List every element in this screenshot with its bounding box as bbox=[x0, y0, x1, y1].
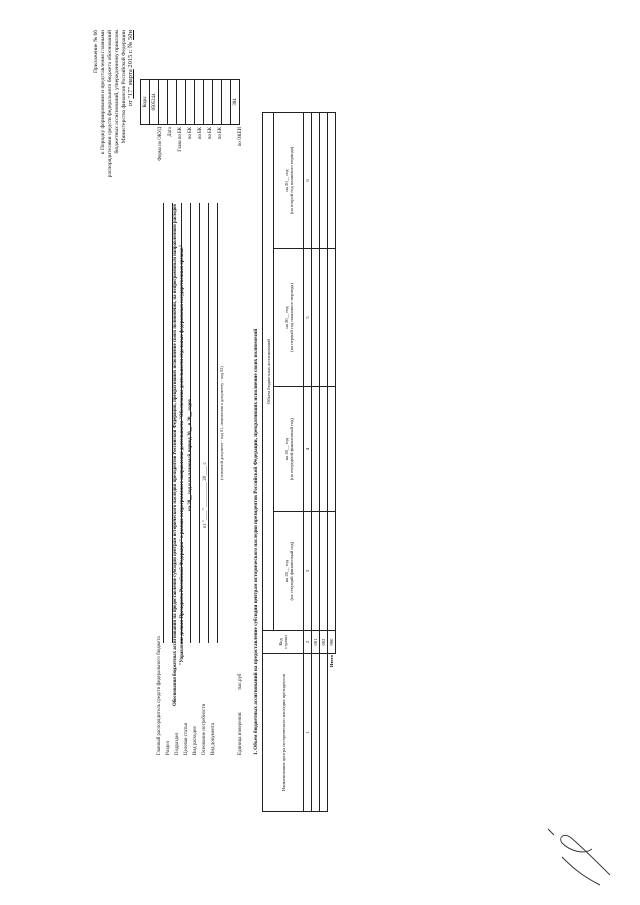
period-next-sub: (на очередной финансовый год) bbox=[288, 418, 294, 481]
field-line-grbs bbox=[163, 203, 164, 643]
row-2-value-4 bbox=[320, 387, 328, 512]
row-1-value-4 bbox=[312, 387, 320, 512]
total-row bbox=[328, 113, 336, 812]
field-line-vid-rashodov bbox=[199, 203, 200, 643]
total-code: 900 bbox=[328, 631, 336, 654]
codes-table bbox=[140, 79, 240, 125]
period-plan1-year: на 20__ год bbox=[283, 306, 289, 329]
field-label-podrazdel: Подраздел bbox=[175, 732, 180, 755]
codes-label-okud: Форма по ОКУД bbox=[158, 127, 163, 161]
field-label-grbs: Главный распорядитель средств федерального бюджета bbox=[157, 636, 162, 755]
codes-label-bk-2: по БК bbox=[198, 127, 203, 140]
title-line-3: на 20__ год и на плановый период 20__ и 20__ годов bbox=[188, 399, 193, 511]
title-date-line: от "____" __________ 20____ г. bbox=[203, 461, 208, 529]
col-number-4: 4 bbox=[304, 387, 312, 512]
row-1-value-3 bbox=[312, 512, 320, 631]
signature-mark bbox=[540, 815, 620, 895]
appendix-line-1: Приложение № 66 bbox=[93, 30, 99, 74]
codes-label-bk-1: по БК bbox=[188, 127, 193, 140]
field-line-target bbox=[190, 203, 191, 643]
header-period-current bbox=[274, 512, 304, 631]
row-2-value-6 bbox=[320, 113, 328, 249]
period-next-year: на 20__ год bbox=[283, 438, 289, 461]
appendix-line-2: к Порядку формирования и представления главными bbox=[100, 30, 106, 155]
total-value-3 bbox=[328, 512, 336, 631]
period-current-sub: (на текущий финансовый год) bbox=[288, 541, 294, 601]
appendix-date: "17" марта bbox=[127, 69, 134, 99]
date-code-cell bbox=[159, 80, 168, 125]
bk-code-cell-3 bbox=[195, 80, 204, 125]
appendix-date-line bbox=[128, 30, 135, 106]
header-period-next bbox=[274, 387, 304, 512]
row-1-name bbox=[312, 654, 320, 812]
bk-code-cell-2 bbox=[186, 80, 195, 125]
extra-code-cell-1 bbox=[213, 80, 222, 125]
header-volume: Объем бюджетных ассигнований bbox=[263, 113, 274, 631]
col-number-6: 6 bbox=[304, 113, 312, 249]
codes-label-date: Дата bbox=[168, 127, 173, 137]
doc-type-caption: (основной документ - код 01, изменения к документу - код 02) bbox=[219, 366, 224, 480]
row-2-value-3 bbox=[320, 512, 328, 631]
units-value: тыс.руб bbox=[238, 673, 243, 690]
row-1-value-5 bbox=[312, 248, 320, 386]
section-1-heading: 1. Объем бюджетных ассигнований на предоставление субсидии центрам исторического наследия президентов Российской Федерации, прекративших исполнение своих полномочий bbox=[253, 328, 259, 755]
title-line-2: "Управление делами Президента Российской Федерации" в рамках непрограммного направления деятельности "Обеспечение деятельности отдельных федеральных государственных органов" bbox=[180, 244, 185, 666]
total-value-6 bbox=[328, 113, 336, 249]
field-label-razdel: Раздел bbox=[166, 740, 171, 755]
row-2-code: 002 bbox=[320, 631, 328, 654]
row-1-code: 001 bbox=[312, 631, 320, 654]
col-number-2: 2 bbox=[304, 631, 312, 654]
codes-label-okei: по ОКЕИ bbox=[238, 127, 243, 147]
header-name: Наименование центра исторического наследия президентов bbox=[263, 654, 304, 812]
total-value-4 bbox=[328, 387, 336, 512]
field-line-vid-dokumenta bbox=[217, 203, 218, 643]
field-line-osnovanie bbox=[208, 203, 209, 643]
period-plan2-year: на 20__ год bbox=[283, 169, 289, 192]
row-1-value-6 bbox=[312, 113, 320, 249]
bk-code-cell-4 bbox=[204, 80, 213, 125]
period-current-year: на 20__ год bbox=[283, 560, 289, 583]
appendix-line-5: Министерства финансов Российской Федерации bbox=[121, 30, 127, 144]
table-row bbox=[320, 113, 328, 812]
codes-label-bk-4: по БК bbox=[218, 127, 223, 140]
col-number-3: 3 bbox=[304, 512, 312, 631]
codes-label-bk-3: по БК bbox=[208, 127, 213, 140]
field-label-target: Целевая статья bbox=[184, 723, 189, 755]
row-2-value-5 bbox=[320, 248, 328, 386]
total-label: Итого bbox=[328, 654, 336, 812]
title-line-1: Обоснования бюджетных ассигнований на предоставление субсидии центрам исторического наследия президентов Российской Федерации, прекративших исполнение своих полномочий, на непрограммным направлениям расходов bbox=[173, 204, 178, 706]
appendix-number: 50н bbox=[127, 30, 134, 40]
units-label: Единица измерения: bbox=[238, 711, 243, 755]
appendix-date-prefix: от bbox=[127, 100, 134, 107]
bk-code-cell-1 bbox=[177, 80, 186, 125]
header-period-plan1 bbox=[274, 248, 304, 386]
field-label-vid-rashodov: Вид расходов bbox=[193, 726, 198, 755]
table-row bbox=[312, 113, 320, 812]
codes-label-glava: Глава по БК bbox=[178, 127, 183, 152]
appendix-year: 2015 г. № bbox=[127, 41, 134, 68]
col-number-5: 5 bbox=[304, 248, 312, 386]
appendix-line-3: распорядителями средств федерального бюджета обоснований bbox=[107, 30, 113, 178]
field-label-osnovanie: Основание потребности bbox=[202, 703, 207, 755]
header-period-plan2 bbox=[274, 113, 304, 249]
total-value-5 bbox=[328, 248, 336, 386]
glava-code-cell bbox=[168, 80, 177, 125]
codes-header: Коды bbox=[141, 80, 150, 125]
period-plan1-sub: (на первый год планового периода) bbox=[288, 283, 294, 352]
col-number-1: 1 bbox=[304, 654, 312, 812]
field-label-vid-dokumenta: Вид документа bbox=[211, 722, 216, 755]
appendix-line-4: бюджетных ассигнований, утвержденному приказом bbox=[114, 30, 120, 154]
field-line-podrazdel bbox=[181, 203, 182, 643]
okei-code-cell: 384 bbox=[231, 80, 240, 125]
form-code-cell: 0505244 bbox=[150, 80, 159, 125]
row-2-name bbox=[320, 654, 328, 812]
extra-code-cell-2 bbox=[222, 80, 231, 125]
field-line-razdel bbox=[172, 203, 173, 643]
header-code: Код строки bbox=[263, 631, 304, 654]
period-plan2-sub: (на второй год планового периода) bbox=[288, 146, 294, 215]
budget-table bbox=[262, 112, 336, 812]
